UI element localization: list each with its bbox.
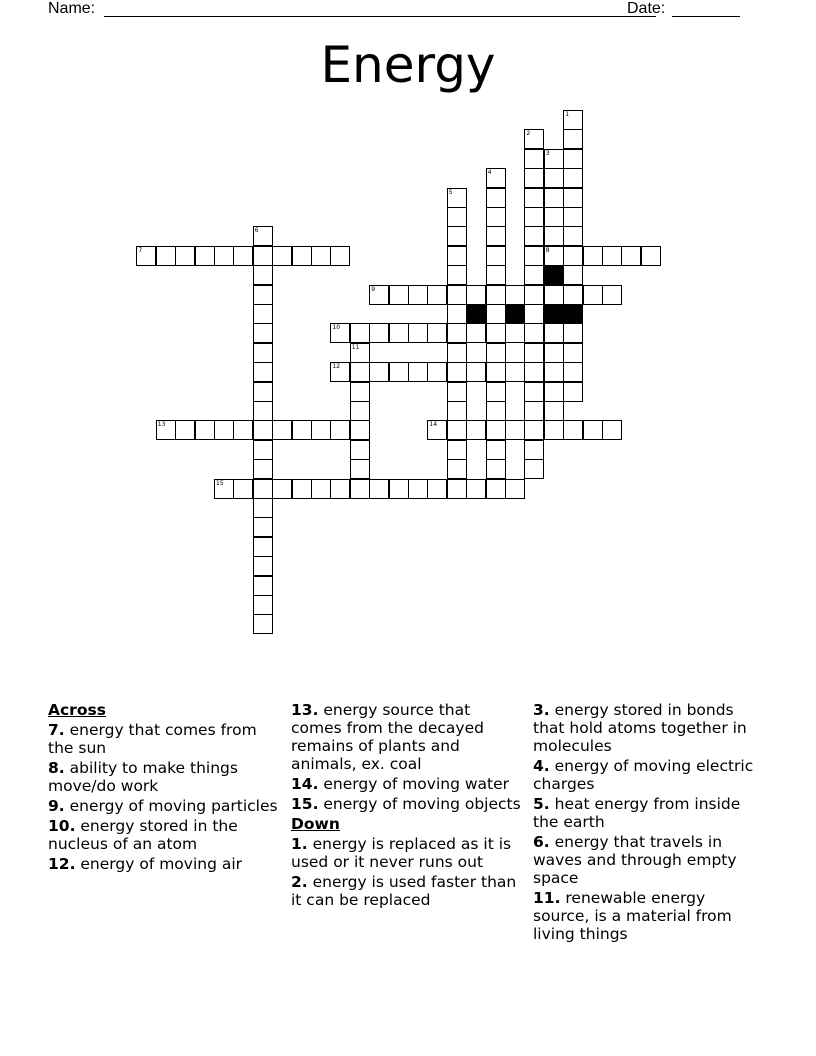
grid-cell[interactable]	[330, 420, 350, 440]
grid-cell[interactable]	[505, 323, 525, 343]
grid-cell[interactable]	[544, 401, 564, 421]
clue-item-text: energy of moving objects	[318, 795, 521, 813]
clue-item-number: 12.	[48, 855, 76, 873]
grid-cell[interactable]	[447, 265, 467, 285]
clue-item-text: heat energy from inside the earth	[533, 795, 741, 831]
clue-item-number: 1.	[291, 835, 308, 853]
grid-cell[interactable]	[447, 246, 467, 266]
clue-number: 14	[429, 421, 438, 429]
clue-number: 11	[351, 343, 360, 351]
grid-cell[interactable]	[524, 207, 544, 227]
grid-cell[interactable]	[272, 246, 292, 266]
grid-cell[interactable]	[253, 517, 273, 537]
grid-cell[interactable]	[544, 188, 564, 208]
clue-item-number: 15.	[291, 795, 319, 813]
clue-item-number: 14.	[291, 775, 319, 793]
grid-cell[interactable]	[486, 420, 506, 440]
grid-cell[interactable]	[486, 343, 506, 363]
date-label: Date:	[627, 0, 666, 17]
grid-cell[interactable]	[350, 440, 370, 460]
clue-item-number: 8.	[48, 759, 65, 777]
grid-cell[interactable]	[466, 285, 486, 305]
clue-item	[291, 835, 521, 871]
grid-cell[interactable]	[563, 226, 583, 246]
grid-cell[interactable]	[524, 129, 544, 149]
clue-number: 1	[565, 111, 570, 118]
clue-number: 13	[157, 421, 166, 429]
grid-cell[interactable]	[369, 362, 389, 382]
clue-item-text: ability to make things move/do work	[48, 759, 238, 795]
clue-item	[533, 701, 763, 755]
grid-cell[interactable]	[447, 401, 467, 421]
grid-cell[interactable]	[175, 246, 195, 266]
grid-cell[interactable]	[563, 246, 583, 266]
grid-cell[interactable]	[563, 265, 583, 285]
grid-cell[interactable]	[466, 362, 486, 382]
grid-cell[interactable]	[272, 479, 292, 499]
clue-item-text: energy of moving particles	[64, 797, 278, 815]
grid-cell[interactable]	[214, 479, 234, 499]
grid-cell[interactable]	[524, 343, 544, 363]
grid-cell[interactable]	[350, 420, 370, 440]
grid-cell[interactable]	[330, 362, 350, 382]
grid-cell[interactable]	[486, 401, 506, 421]
clue-item	[533, 795, 763, 831]
grid-cell[interactable]	[253, 401, 273, 421]
grid-cell[interactable]	[486, 265, 506, 285]
grid-cell[interactable]	[253, 304, 273, 324]
clue-number: 15	[216, 479, 224, 487]
grid-cell[interactable]	[195, 420, 215, 440]
grid-cell[interactable]	[524, 149, 544, 169]
grid-cell[interactable]	[466, 323, 486, 343]
grid-cell[interactable]	[486, 479, 506, 499]
page-title: Energy	[320, 36, 496, 94]
grid-cell[interactable]	[486, 207, 506, 227]
grid-cell[interactable]	[369, 323, 389, 343]
clue-item-text: energy source that comes from the decayed remains of plants and animals, ex. coal	[291, 701, 484, 773]
grid-cell[interactable]	[486, 362, 506, 382]
grid-cell[interactable]	[544, 246, 564, 266]
clue-item	[533, 757, 763, 793]
clue-item-text: renewable energy source, is a material from living things	[533, 889, 732, 943]
grid-cell[interactable]	[447, 226, 467, 246]
name-label: Name:	[48, 0, 96, 17]
clue-item-text: energy is used faster than it can be replaced	[291, 873, 517, 909]
grid-cell[interactable]	[486, 440, 506, 460]
grid-cell[interactable]	[486, 188, 506, 208]
clues-column-1	[48, 701, 278, 875]
grid-cell[interactable]	[583, 246, 603, 266]
grid-cell[interactable]	[253, 479, 273, 499]
grid-cell[interactable]	[563, 188, 583, 208]
clue-item-text: energy of moving water	[318, 775, 510, 793]
grid-cell[interactable]	[544, 420, 564, 440]
grid-cell[interactable]	[563, 382, 583, 402]
clue-number: 12	[332, 363, 341, 371]
grid-cell[interactable]	[486, 382, 506, 402]
grid-cell[interactable]	[292, 420, 312, 440]
grid-cell[interactable]	[563, 129, 583, 149]
clue-item-number: 10.	[48, 817, 76, 835]
grid-cell[interactable]	[563, 285, 583, 305]
grid-cell[interactable]	[447, 459, 467, 479]
clue-item-number: 4.	[533, 757, 550, 775]
grid-cell[interactable]	[389, 285, 409, 305]
grid-cell[interactable]	[524, 304, 544, 324]
grid-cell[interactable]	[233, 246, 253, 266]
clue-item-number: 3.	[533, 701, 550, 719]
grid-cell[interactable]	[524, 420, 544, 440]
grid-cell[interactable]	[563, 420, 583, 440]
grid-cell[interactable]	[447, 362, 467, 382]
grid-cell[interactable]	[486, 304, 506, 324]
grid-cell[interactable]	[563, 207, 583, 227]
clue-number: 3	[545, 149, 550, 157]
grid-cell[interactable]	[505, 362, 525, 382]
grid-cell[interactable]	[544, 362, 564, 382]
grid-cell[interactable]	[602, 285, 622, 305]
grid-cell[interactable]	[253, 576, 273, 596]
grid-cell[interactable]	[389, 323, 409, 343]
grid-cell[interactable]	[641, 246, 661, 266]
clue-item-number: 2.	[291, 873, 308, 891]
grid-cell[interactable]	[233, 479, 253, 499]
grid-cell[interactable]	[447, 285, 467, 305]
grid-cell[interactable]	[544, 149, 564, 169]
grid-cell[interactable]	[486, 323, 506, 343]
grid-cell[interactable]	[544, 343, 564, 363]
grid-cell[interactable]	[427, 479, 447, 499]
grid-cell[interactable]	[253, 440, 273, 460]
grid-cell[interactable]	[486, 168, 506, 188]
clue-number: 4	[487, 169, 492, 177]
across-heading: Across	[48, 701, 106, 719]
clue-number: 7	[138, 246, 143, 254]
grid-cell[interactable]	[253, 537, 273, 557]
across-clue-list-continued	[291, 701, 521, 813]
grid-cell[interactable]	[524, 285, 544, 305]
grid-cell[interactable]	[253, 323, 273, 343]
clue-number: 6	[254, 227, 259, 235]
grid-cell[interactable]	[311, 420, 331, 440]
grid-cell[interactable]	[563, 362, 583, 382]
grid-cell[interactable]	[253, 420, 273, 440]
down-heading: Down	[291, 815, 340, 833]
grid-cell[interactable]	[524, 188, 544, 208]
black-square	[505, 304, 525, 324]
grid-cell[interactable]	[544, 382, 564, 402]
grid-cell[interactable]	[350, 382, 370, 402]
clue-number: 2	[526, 130, 531, 138]
grid-cell[interactable]	[253, 595, 273, 615]
grid-cell[interactable]	[369, 285, 389, 305]
grid-cell[interactable]	[447, 420, 467, 440]
clue-item	[48, 855, 278, 873]
grid-cell[interactable]	[524, 226, 544, 246]
clue-item	[48, 797, 278, 815]
grid-cell[interactable]	[369, 479, 389, 499]
grid-cell[interactable]	[253, 614, 273, 634]
grid-cell[interactable]	[156, 246, 176, 266]
black-square	[544, 265, 564, 285]
grid-cell[interactable]	[292, 246, 312, 266]
grid-cell[interactable]	[524, 459, 544, 479]
grid-cell[interactable]	[524, 440, 544, 460]
clue-number: 10	[332, 324, 341, 332]
grid-cell[interactable]	[292, 479, 312, 499]
grid-cell[interactable]	[447, 343, 467, 363]
grid-cell[interactable]	[486, 226, 506, 246]
black-square	[563, 304, 583, 324]
clue-item-number: 6.	[533, 833, 550, 851]
grid-cell[interactable]	[156, 420, 176, 440]
clue-item	[291, 873, 521, 909]
clue-item	[48, 759, 278, 795]
grid-cell[interactable]	[466, 479, 486, 499]
grid-cell[interactable]	[447, 479, 467, 499]
grid-cell[interactable]	[466, 420, 486, 440]
grid-cell[interactable]	[447, 440, 467, 460]
clues-column-3	[533, 701, 763, 945]
clue-item-text: energy stored in bonds that hold atoms together in molecules	[533, 701, 747, 755]
grid-cell[interactable]	[311, 246, 331, 266]
grid-cell[interactable]	[447, 304, 467, 324]
grid-cell[interactable]	[524, 246, 544, 266]
grid-cell[interactable]	[195, 246, 215, 266]
grid-cell[interactable]	[175, 420, 195, 440]
grid-cell[interactable]	[486, 285, 506, 305]
grid-cell[interactable]	[524, 382, 544, 402]
grid-cell[interactable]	[621, 246, 641, 266]
grid-cell[interactable]	[447, 207, 467, 227]
clue-item	[291, 795, 521, 813]
grid-cell[interactable]	[214, 420, 234, 440]
grid-cell[interactable]	[136, 246, 156, 266]
across-clue-list	[48, 721, 278, 873]
grid-cell[interactable]	[563, 110, 583, 130]
grid-cell[interactable]	[214, 246, 234, 266]
down-clue-list-continued	[533, 701, 763, 943]
grid-cell[interactable]	[427, 285, 447, 305]
grid-cell[interactable]	[544, 207, 564, 227]
grid-cell[interactable]	[544, 323, 564, 343]
grid-cell[interactable]	[389, 362, 409, 382]
clue-item-number: 13.	[291, 701, 319, 719]
grid-cell[interactable]	[505, 285, 525, 305]
grid-cell[interactable]	[447, 323, 467, 343]
down-clue-list	[291, 835, 521, 909]
clue-item-number: 11.	[533, 889, 561, 907]
grid-cell[interactable]	[583, 420, 603, 440]
grid-cell[interactable]	[524, 401, 544, 421]
clue-number: 8	[545, 246, 550, 254]
grid-cell[interactable]	[350, 401, 370, 421]
grid-cell[interactable]	[253, 498, 273, 518]
grid-cell[interactable]	[350, 479, 370, 499]
grid-cell[interactable]	[408, 479, 428, 499]
grid-cell[interactable]	[602, 420, 622, 440]
grid-cell[interactable]	[408, 323, 428, 343]
grid-cell[interactable]	[253, 343, 273, 363]
grid-cell[interactable]	[524, 362, 544, 382]
clue-item	[291, 701, 521, 773]
clue-item-text: energy of moving air	[75, 855, 243, 873]
grid-cell[interactable]	[447, 188, 467, 208]
grid-cell[interactable]	[253, 285, 273, 305]
clue-number: 5	[448, 188, 453, 196]
grid-cell[interactable]	[524, 168, 544, 188]
grid-cell[interactable]	[563, 149, 583, 169]
grid-cell[interactable]	[389, 479, 409, 499]
grid-cell[interactable]	[272, 420, 292, 440]
grid-cell[interactable]	[408, 285, 428, 305]
grid-cell[interactable]	[505, 479, 525, 499]
grid-cell[interactable]	[350, 362, 370, 382]
clue-item-text: energy is replaced as it is used or it never runs out	[291, 835, 512, 871]
grid-cell[interactable]	[544, 168, 564, 188]
grid-cell[interactable]	[447, 382, 467, 402]
black-square	[466, 304, 486, 324]
grid-cell[interactable]	[350, 459, 370, 479]
grid-cell[interactable]	[253, 246, 273, 266]
clues-column-2	[291, 701, 521, 911]
grid-cell[interactable]	[253, 226, 273, 246]
grid-cell[interactable]	[544, 226, 564, 246]
clue-item-text: energy that comes from the sun	[48, 721, 257, 757]
grid-cell[interactable]	[330, 479, 350, 499]
clue-item	[533, 889, 763, 943]
grid-cell[interactable]	[253, 556, 273, 576]
grid-cell[interactable]	[311, 479, 331, 499]
grid-cell[interactable]	[486, 459, 506, 479]
clue-number: 9	[371, 285, 376, 293]
grid-cell[interactable]	[330, 246, 350, 266]
grid-cell[interactable]	[350, 323, 370, 343]
grid-cell[interactable]	[427, 420, 447, 440]
clue-item	[48, 721, 278, 757]
grid-cell[interactable]	[524, 265, 544, 285]
grid-cell[interactable]	[427, 323, 447, 343]
grid-cell[interactable]	[583, 285, 603, 305]
clue-item-text: energy stored in the nucleus of an atom	[48, 817, 238, 853]
grid-cell[interactable]	[253, 459, 273, 479]
grid-cell[interactable]	[544, 285, 564, 305]
grid-cell[interactable]	[563, 343, 583, 363]
grid-cell[interactable]	[524, 323, 544, 343]
grid-cell[interactable]	[253, 265, 273, 285]
clue-item	[533, 833, 763, 887]
clue-item-number: 9.	[48, 797, 65, 815]
grid-cell[interactable]	[563, 323, 583, 343]
clue-item	[291, 775, 521, 793]
grid-cell[interactable]	[253, 362, 273, 382]
grid-cell[interactable]	[408, 362, 428, 382]
clue-item-number: 7.	[48, 721, 65, 739]
grid-cell[interactable]	[253, 382, 273, 402]
grid-cell[interactable]	[602, 246, 622, 266]
grid-cell[interactable]	[486, 246, 506, 266]
clue-item	[48, 817, 278, 853]
grid-cell[interactable]	[563, 168, 583, 188]
grid-cell[interactable]	[505, 420, 525, 440]
clue-item-number: 5.	[533, 795, 550, 813]
black-square	[544, 304, 564, 324]
clue-item-text: energy of moving electric charges	[533, 757, 754, 793]
grid-cell[interactable]	[350, 343, 370, 363]
grid-cell[interactable]	[427, 362, 447, 382]
clue-item-text: energy that travels in waves and through empty space	[533, 833, 737, 887]
grid-cell[interactable]	[233, 420, 253, 440]
grid-cell[interactable]	[330, 323, 350, 343]
